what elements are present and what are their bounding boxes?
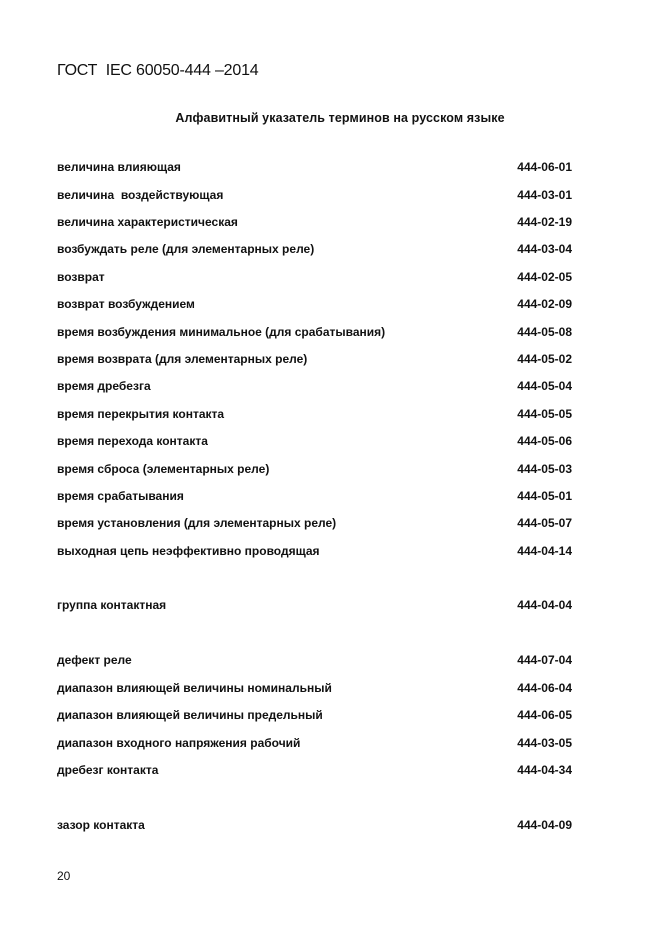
index-entry bbox=[57, 515, 572, 531]
index-term: диапазон входного напряжения рабочий bbox=[57, 736, 301, 750]
index-term: возбуждать реле (для элементарных реле) bbox=[57, 242, 315, 256]
index-term: время срабатывания bbox=[57, 489, 184, 503]
index-term: время возбуждения минимальное (для срабатывания) bbox=[57, 325, 386, 339]
index-code: 444-02-09 bbox=[517, 297, 572, 311]
index-code: 444-05-05 bbox=[517, 407, 572, 421]
index-term: диапазон влияющей величины предельный bbox=[57, 708, 323, 722]
index-entry bbox=[57, 378, 572, 394]
index-term: зазор контакта bbox=[57, 818, 145, 832]
index-term: величина характеристическая bbox=[57, 215, 238, 229]
index-term: время возврата (для элементарных реле) bbox=[57, 352, 308, 366]
index-code: 444-03-01 bbox=[517, 188, 572, 202]
index-term: величина влияющая bbox=[57, 160, 181, 174]
index-term: время перехода контакта bbox=[57, 434, 208, 448]
index-code: 444-05-03 bbox=[517, 462, 572, 476]
index-term: группа контактная bbox=[57, 598, 167, 612]
index-entry bbox=[57, 461, 572, 477]
index-term: возврат bbox=[57, 270, 105, 284]
index-entry bbox=[57, 597, 572, 613]
index-term: время установления (для элементарных реле) bbox=[57, 516, 337, 530]
index-entry bbox=[57, 159, 572, 175]
page-number: 20 bbox=[57, 869, 71, 883]
index-entry bbox=[57, 187, 572, 203]
index-code: 444-05-04 bbox=[517, 379, 572, 393]
index-code: 444-04-34 bbox=[517, 763, 572, 777]
index-term: дефект реле bbox=[57, 653, 132, 667]
index-code: 444-06-04 bbox=[517, 681, 572, 695]
index-entry bbox=[57, 324, 572, 340]
index-entry bbox=[57, 406, 572, 422]
index-code: 444-05-01 bbox=[517, 489, 572, 503]
index-term: возврат возбуждением bbox=[57, 297, 195, 311]
index-entry bbox=[57, 351, 572, 367]
index-entry bbox=[57, 269, 572, 285]
index-code: 444-04-04 bbox=[517, 598, 572, 612]
index-entry bbox=[57, 762, 572, 778]
index-code: 444-03-05 bbox=[517, 736, 572, 750]
index-entry bbox=[57, 241, 572, 257]
index-code: 444-02-19 bbox=[517, 215, 572, 229]
index-code: 444-04-14 bbox=[517, 544, 572, 558]
index-code: 444-07-04 bbox=[517, 653, 572, 667]
index-entry bbox=[57, 735, 572, 751]
index-code: 444-02-05 bbox=[517, 270, 572, 284]
index-entry bbox=[57, 214, 572, 230]
index-code: 444-05-07 bbox=[517, 516, 572, 530]
section-title: Алфавитный указатель терминов на русском языке bbox=[175, 111, 505, 125]
index-code: 444-05-08 bbox=[517, 325, 572, 339]
index-code: 444-05-06 bbox=[517, 434, 572, 448]
index-entry bbox=[57, 488, 572, 504]
index-entry bbox=[57, 680, 572, 696]
index-entry bbox=[57, 433, 572, 449]
index-entry bbox=[57, 707, 572, 723]
index-entry bbox=[57, 817, 572, 833]
index-term: дребезг контакта bbox=[57, 763, 159, 777]
index-code: 444-06-05 bbox=[517, 708, 572, 722]
index-entry bbox=[57, 296, 572, 312]
index-term: время дребезга bbox=[57, 379, 151, 393]
document-header: ГОСТ IEC 60050-444 –2014 bbox=[57, 62, 259, 79]
index-code: 444-05-02 bbox=[517, 352, 572, 366]
index-term: время перекрытия контакта bbox=[57, 407, 225, 421]
index-term: время сброса (элементарных реле) bbox=[57, 462, 270, 476]
index-code: 444-06-01 bbox=[517, 160, 572, 174]
index-entry bbox=[57, 543, 572, 559]
index-entry bbox=[57, 652, 572, 668]
index-term: выходная цепь неэффективно проводящая bbox=[57, 544, 320, 558]
index-code: 444-04-09 bbox=[517, 818, 572, 832]
index-term: диапазон влияющей величины номинальный bbox=[57, 681, 332, 695]
index-term: величина воздействующая bbox=[57, 188, 224, 202]
index-code: 444-03-04 bbox=[517, 242, 572, 256]
